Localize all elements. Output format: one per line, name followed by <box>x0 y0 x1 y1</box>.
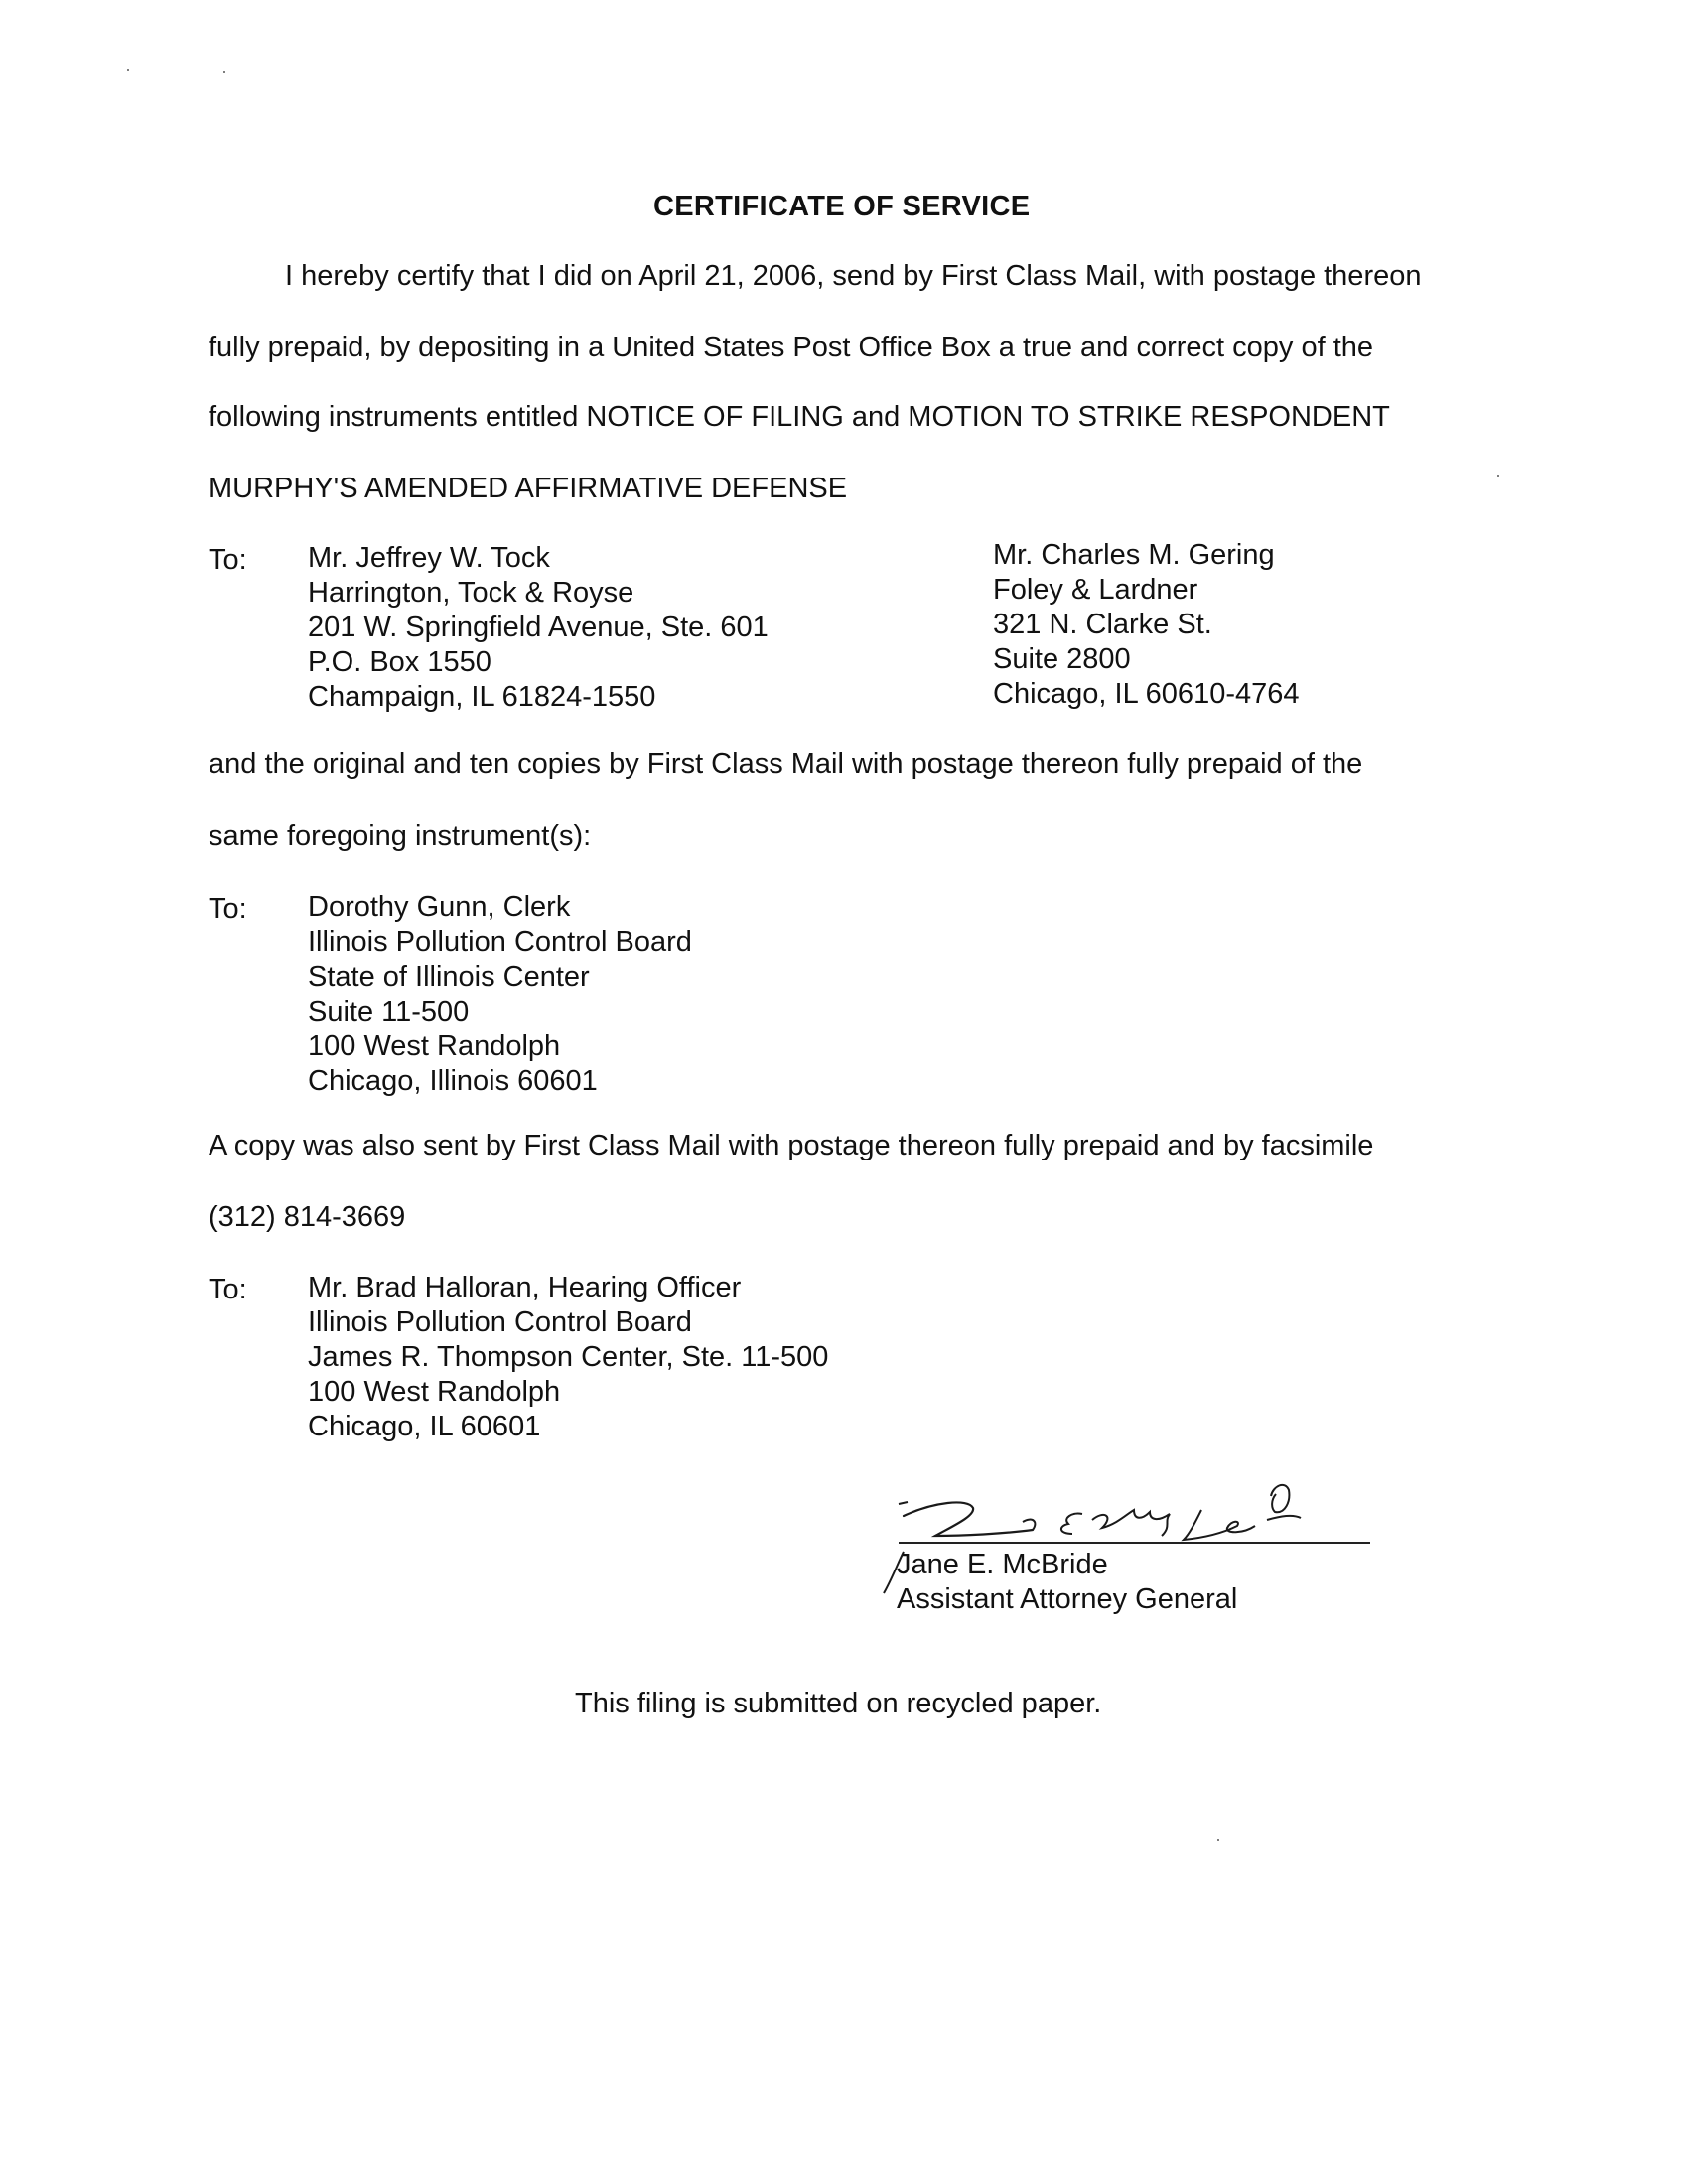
recipient-address-clerk <box>308 890 692 1099</box>
address-line: Suite 2800 <box>993 643 1131 675</box>
body-line-4: MURPHY'S AMENDED AFFIRMATIVE DEFENSE <box>209 473 848 504</box>
address-line: Mr. Charles M. Gering <box>993 539 1275 571</box>
address-line: Suite 11-500 <box>308 996 470 1027</box>
copy-line-2: (312) 814-3669 <box>209 1201 406 1233</box>
address-line: Mr. Brad Halloran, Hearing Officer <box>308 1272 742 1303</box>
scan-speck <box>127 69 129 71</box>
document-title: CERTIFICATE OF SERVICE <box>653 191 1031 222</box>
address-line: Foley & Lardner <box>993 574 1198 606</box>
address-line: Chicago, IL 60601 <box>308 1411 541 1442</box>
address-line: P.O. Box 1550 <box>308 646 491 678</box>
recipient-address-gering <box>993 538 1300 712</box>
scan-speck <box>223 71 225 73</box>
body-line-1: I hereby certify that I did on April 21, 2006, send by First Class Mail, with postage thereon <box>285 260 1422 292</box>
address-line: Dorothy Gunn, Clerk <box>308 891 571 923</box>
address-line: 201 W. Springfield Avenue, Ste. 601 <box>308 612 769 643</box>
original-line-2: same foregoing instrument(s): <box>209 820 592 852</box>
copy-line-1: A copy was also sent by First Class Mail with postage thereon fully prepaid and by facsimile <box>209 1130 1374 1161</box>
scan-speck <box>1497 475 1499 477</box>
address-line: 321 N. Clarke St. <box>993 609 1212 640</box>
address-line: 100 West Randolph <box>308 1376 561 1408</box>
to-label: To: <box>209 893 247 925</box>
address-line: Illinois Pollution Control Board <box>308 1306 692 1338</box>
address-line: Mr. Jeffrey W. Tock <box>308 542 550 574</box>
address-line: James R. Thompson Center, Ste. 11-500 <box>308 1341 829 1373</box>
address-line: Chicago, IL 60610-4764 <box>993 678 1300 710</box>
address-line: Harrington, Tock & Royse <box>308 577 634 609</box>
address-line: 100 West Randolph <box>308 1030 561 1062</box>
body-line-2: fully prepaid, by depositing in a United States Post Office Box a true and correct copy of the <box>209 332 1374 363</box>
handwritten-signature <box>874 1464 1390 1603</box>
original-line-1: and the original and ten copies by First Class Mail with postage thereon fully prepaid of the <box>209 749 1363 780</box>
address-line: State of Illinois Center <box>308 961 590 993</box>
footer-note: This filing is submitted on recycled paper. <box>575 1688 1102 1719</box>
address-line: Chicago, Illinois 60601 <box>308 1065 598 1097</box>
signer-title: Assistant Attorney General <box>897 1583 1238 1615</box>
to-label: To: <box>209 1274 247 1305</box>
scan-speck <box>1217 1839 1219 1841</box>
to-label: To: <box>209 544 247 576</box>
address-line: Champaign, IL 61824-1550 <box>308 681 656 713</box>
recipient-address-tock <box>308 541 769 715</box>
recipient-address-halloran <box>308 1271 828 1444</box>
address-line: Illinois Pollution Control Board <box>308 926 692 958</box>
body-line-3: following instruments entitled NOTICE OF FILING and MOTION TO STRIKE RESPONDENT <box>209 401 1390 433</box>
signer-name: Jane E. McBride <box>897 1549 1108 1580</box>
signature-line <box>899 1542 1370 1544</box>
